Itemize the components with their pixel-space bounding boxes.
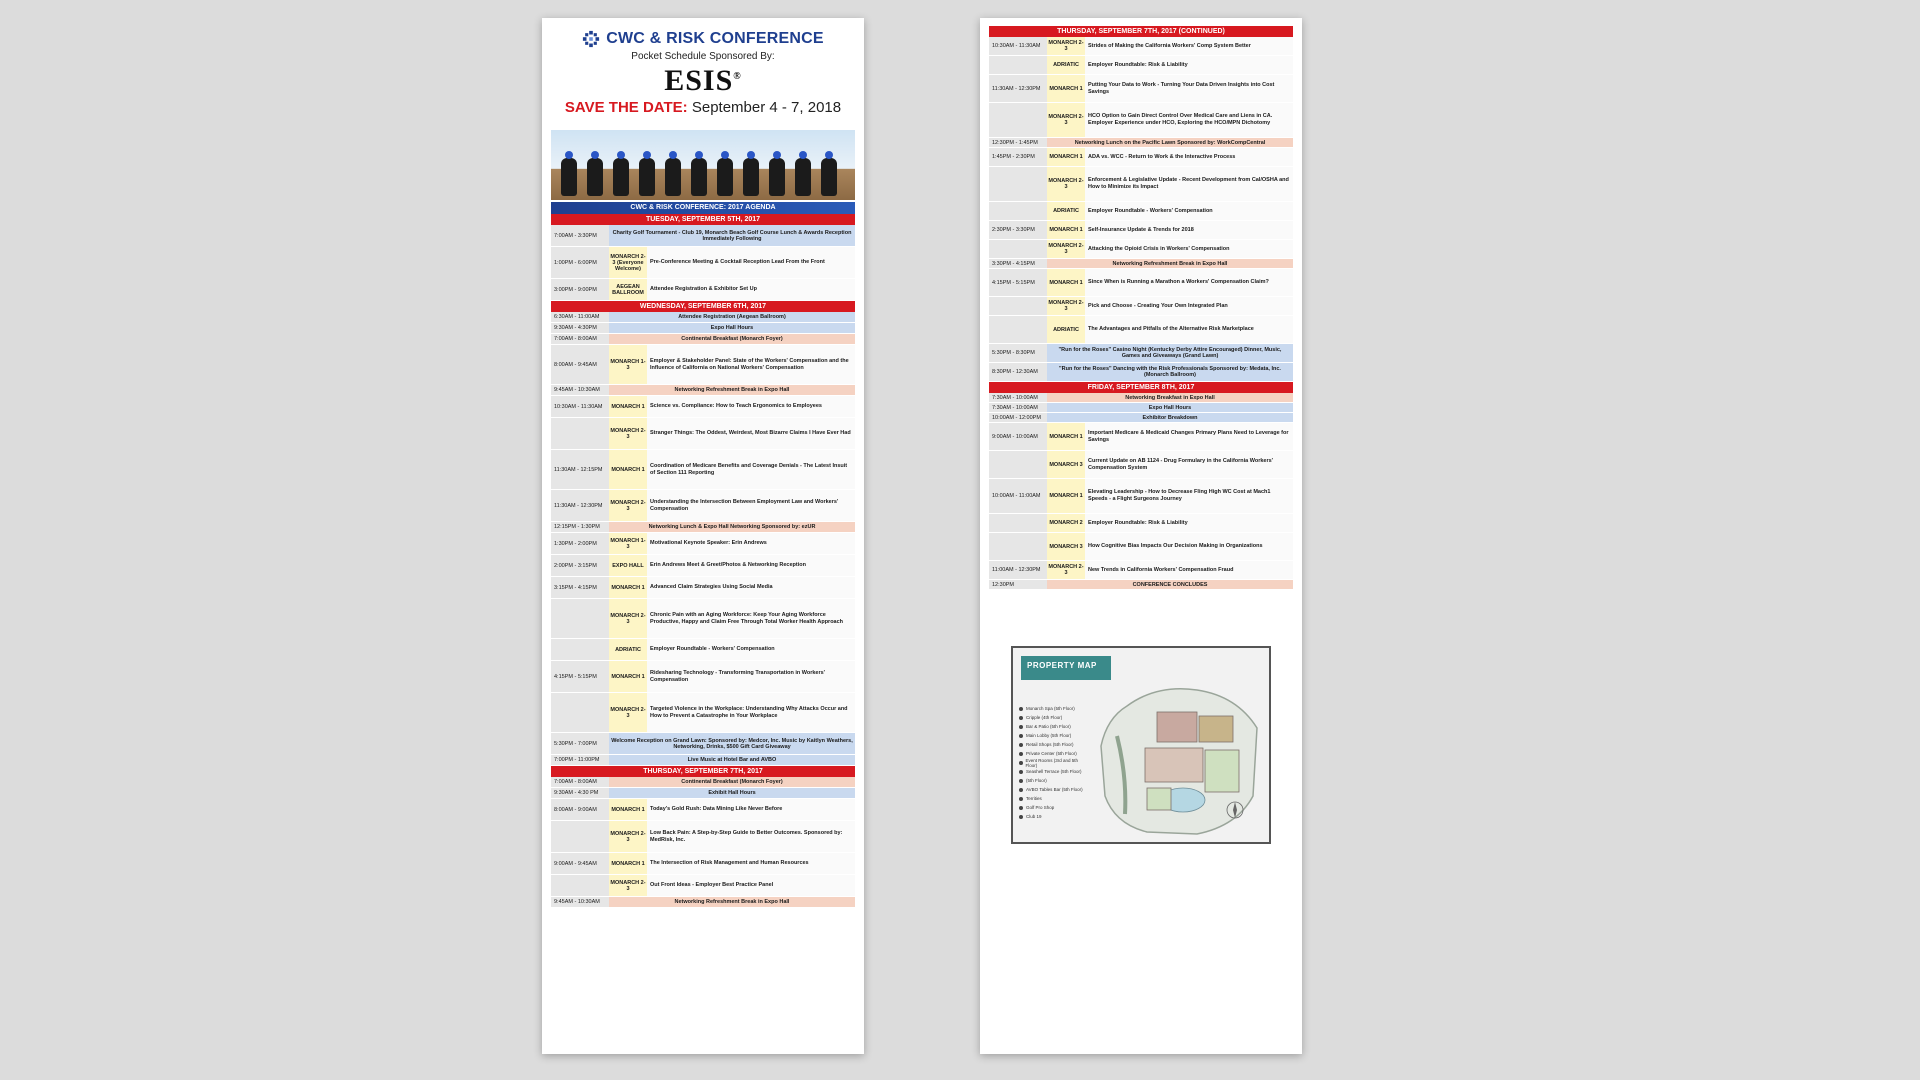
thursday-continued-rows	[989, 37, 1293, 382]
row-time: 2:00PM - 3:15PM	[551, 555, 609, 576]
row-session: Low Back Pain: A Step-by-Step Guide to Better Outcomes. Sponsored by: MedRisk, Inc.	[647, 821, 855, 852]
row-event: Expo Hall Hours	[1047, 403, 1293, 412]
row-event: Networking Refreshment Break in Expo Hall	[609, 897, 855, 907]
schedule-row	[551, 661, 855, 693]
row-time: 7:00AM - 8:00AM	[551, 777, 609, 787]
schedule-row	[989, 479, 1293, 514]
row-time: 6:30AM - 11:00AM	[551, 312, 609, 322]
row-time	[989, 202, 1047, 220]
row-session: Pre-Conference Meeting & Cocktail Reception Lead From the Front	[647, 247, 855, 278]
row-time: 1:30PM - 2:00PM	[551, 533, 609, 554]
row-room: MONARCH 1	[609, 799, 647, 820]
row-time	[989, 316, 1047, 343]
thursday-rows	[551, 777, 855, 908]
row-session: Attendee Registration & Exhibitor Set Up	[647, 279, 855, 300]
schedule-row	[989, 259, 1293, 269]
row-session: HCO Option to Gain Direct Control Over Medical Care and Liens in CA. Employer Experience under HCO, Exploring the HCO/MPN Dichotomy	[1085, 103, 1293, 137]
row-session: Today's Gold Rush: Data Mining Like Never Before	[647, 799, 855, 820]
row-time: 10:00AM - 11:00AM	[989, 479, 1047, 513]
legend-marker-icon	[1019, 806, 1023, 810]
row-session: Advanced Claim Strategies Using Social Media	[647, 577, 855, 598]
row-event: Expo Hall Hours	[609, 323, 855, 333]
row-room: MONARCH 1	[609, 450, 647, 489]
schedule-row	[551, 799, 855, 821]
map-legend-item: Territies	[1019, 794, 1083, 803]
schedule-row	[551, 345, 855, 385]
row-time: 7:00PM - 11:00PM	[551, 755, 609, 765]
row-session: Current Update on AB 1124 - Drug Formulary in the California Workers' Compensation System	[1085, 451, 1293, 478]
schedule-row	[551, 312, 855, 323]
schedule-row	[989, 75, 1293, 103]
map-legend-item: Cripple (4th Floor)	[1019, 713, 1083, 722]
schedule-row	[989, 202, 1293, 221]
legend-marker-icon	[1019, 788, 1023, 792]
row-event: Welcome Reception on Grand Lawn: Sponsored by: Medcor, Inc. Music by Kaitlyn Weathers, Networking, Drinks, $500 Gift Card Giveaway	[609, 733, 855, 754]
schedule-row	[989, 363, 1293, 382]
row-room: MONARCH 1	[1047, 479, 1085, 513]
schedule-row	[989, 316, 1293, 344]
row-time: 5:30PM - 8:30PM	[989, 344, 1047, 362]
schedule-row	[551, 555, 855, 577]
row-room: MONARCH 1	[1047, 221, 1085, 239]
row-event: Continental Breakfast (Monarch Foyer)	[609, 334, 855, 344]
schedule-row	[989, 167, 1293, 202]
legend-marker-icon	[1019, 815, 1023, 819]
row-time: 7:00AM - 3:30PM	[551, 225, 609, 246]
row-room: MONARCH 1	[609, 396, 647, 417]
row-time: 3:30PM - 4:15PM	[989, 259, 1047, 268]
row-time: 7:30AM - 10:00AM	[989, 393, 1047, 402]
row-time: 9:00AM - 9:45AM	[551, 853, 609, 874]
schedule-row	[989, 138, 1293, 148]
row-event: Networking Lunch & Expo Hall Networking Sponsored by: ezUR	[609, 522, 855, 532]
row-time	[551, 821, 609, 852]
map-legend	[1019, 704, 1083, 821]
row-room: MONARCH 1-3	[609, 345, 647, 384]
row-room: MONARCH 2-3 (Everyone Welcome)	[609, 247, 647, 278]
row-session: Ridesharing Technology - Transforming Transportation in Workers' Compensation	[647, 661, 855, 692]
row-time: 11:30AM - 12:30PM	[551, 490, 609, 521]
row-time	[989, 297, 1047, 315]
schedule-row	[551, 418, 855, 450]
row-session: Elevating Leadership - How to Decrease Fling High WC Cost at Mach1 Speeds - a Flight Surgeons Journey	[1085, 479, 1293, 513]
row-time: 12:30PM	[989, 580, 1047, 589]
schedule-row	[551, 396, 855, 418]
schedule-row	[551, 450, 855, 490]
row-time: 10:30AM - 11:30AM	[989, 37, 1047, 55]
schedule-row	[551, 853, 855, 875]
row-room: MONARCH 1	[1047, 269, 1085, 296]
row-time	[989, 514, 1047, 532]
schedule-row	[989, 344, 1293, 363]
row-session: Employer & Stakeholder Panel: State of the Workers' Compensation and the Influence of California on National Workers' Compensation	[647, 345, 855, 384]
row-time: 11:30AM - 12:30PM	[989, 75, 1047, 102]
schedule-row	[551, 639, 855, 661]
row-session: Science vs. Compliance: How to Teach Ergonomics to Employees	[647, 396, 855, 417]
map-legend-item: Bar & Patio (5th Floor)	[1019, 722, 1083, 731]
conference-title: CWC & RISK CONFERENCE	[551, 30, 855, 48]
map-legend-item: Monarch Spa (5th Floor)	[1019, 704, 1083, 713]
property-map-title: PROPERTY MAP	[1021, 656, 1111, 680]
row-time: 12:30PM - 1:45PM	[989, 138, 1047, 147]
row-session: How Cognitive Bias Impacts Our Decision Making in Organizations	[1085, 533, 1293, 560]
agenda-table-back	[989, 26, 1293, 590]
schedule-row	[551, 693, 855, 733]
row-room: MONARCH 2-3	[1047, 167, 1085, 201]
schedule-row	[989, 37, 1293, 56]
day-header-thursday-continued: THURSDAY, SEPTEMBER 7TH, 2017 (CONTINUED)	[989, 26, 1293, 37]
map-legend-item: Main Lobby (5th Floor)	[1019, 731, 1083, 740]
row-room: MONARCH 2-3	[1047, 240, 1085, 258]
row-time: 3:15PM - 4:15PM	[551, 577, 609, 598]
day-header-tuesday: TUESDAY, SEPTEMBER 5TH, 2017	[551, 214, 855, 225]
row-room: ADRIATIC	[1047, 202, 1085, 220]
row-room: MONARCH 2-3	[609, 821, 647, 852]
row-room: MONARCH 2-3	[609, 599, 647, 638]
schedule-row	[989, 561, 1293, 580]
row-event: Continental Breakfast (Monarch Foyer)	[609, 777, 855, 787]
row-time: 7:30AM - 10:00AM	[989, 403, 1047, 412]
row-time: 1:00PM - 6:00PM	[551, 247, 609, 278]
legend-marker-icon	[1019, 761, 1023, 765]
schedule-row	[989, 514, 1293, 533]
schedule-row	[989, 103, 1293, 138]
row-time: 11:30AM - 12:15PM	[551, 450, 609, 489]
map-legend-item: AVBO Tables Bar (5th Floor)	[1019, 785, 1083, 794]
legend-marker-icon	[1019, 743, 1023, 747]
row-time: 8:00AM - 9:45AM	[551, 345, 609, 384]
row-time	[989, 56, 1047, 74]
row-session: Self-Insurance Update & Trends for 2018	[1085, 221, 1293, 239]
row-time	[551, 875, 609, 896]
row-event: Networking Refreshment Break in Expo Hall	[609, 385, 855, 395]
day-header-wednesday: WEDNESDAY, SEPTEMBER 6TH, 2017	[551, 301, 855, 312]
row-event: Networking Breakfast in Expo Hall	[1047, 393, 1293, 402]
row-time: 9:30AM - 4:30PM	[551, 323, 609, 333]
row-session: Employer Roundtable - Workers' Compensation	[1085, 202, 1293, 220]
row-event: Exhibitor Breakdown	[1047, 413, 1293, 422]
row-session: Since When is Running a Marathon a Workers' Compensation Claim?	[1085, 269, 1293, 296]
schedule-header	[551, 30, 855, 116]
row-room: ADRIATIC	[1047, 316, 1085, 343]
row-time	[551, 599, 609, 638]
row-time: 10:30AM - 11:30AM	[551, 396, 609, 417]
row-room: ADRIATIC	[1047, 56, 1085, 74]
row-room: MONARCH 1	[609, 661, 647, 692]
friday-rows	[989, 393, 1293, 590]
row-room: MONARCH 3	[1047, 533, 1085, 560]
schedule-row	[551, 577, 855, 599]
schedule-row	[551, 323, 855, 334]
row-session: Out Front Ideas - Employer Best Practice Panel	[647, 875, 855, 896]
row-time	[989, 240, 1047, 258]
schedule-row	[551, 821, 855, 853]
row-session: Strides of Making the California Workers' Comp System Better	[1085, 37, 1293, 55]
schedule-row	[989, 580, 1293, 590]
row-room: MONARCH 2-3	[1047, 297, 1085, 315]
row-room: MONARCH 2-3	[1047, 561, 1085, 579]
row-session: Employer Roundtable: Risk & Liability	[1085, 56, 1293, 74]
row-time: 10:00AM - 12:00PM	[989, 413, 1047, 422]
row-time: 1:45PM - 2:30PM	[989, 148, 1047, 166]
row-room: MONARCH 2-3	[609, 875, 647, 896]
schedule-row	[989, 269, 1293, 297]
schedule-row	[989, 240, 1293, 259]
row-time	[551, 693, 609, 732]
tuesday-rows	[551, 225, 855, 301]
row-session: The Advantages and Pitfalls of the Alternative Risk Marketplace	[1085, 316, 1293, 343]
row-time	[551, 418, 609, 449]
map-legend-item: Seashell Terrace (5th Floor)	[1019, 767, 1083, 776]
row-time: 4:15PM - 5:15PM	[989, 269, 1047, 296]
row-session: Putting Your Data to Work - Turning Your Data Driven Insights into Cost Savings	[1085, 75, 1293, 102]
schedule-row	[551, 875, 855, 897]
row-session: Stranger Things: The Oddest, Weirdest, Most Bizarre Claims I Have Ever Had	[647, 418, 855, 449]
row-time	[989, 167, 1047, 201]
row-room: MONARCH 3	[1047, 451, 1085, 478]
schedule-row	[989, 56, 1293, 75]
schedule-page-back	[980, 18, 1302, 1054]
schedule-row	[551, 490, 855, 522]
schedule-row	[551, 897, 855, 908]
row-session: Enforcement & Legislative Update - Recent Development from Cal/OSHA and How to Minimize its Impact	[1085, 167, 1293, 201]
row-event: Live Music at Hotel Bar and AVBO	[609, 755, 855, 765]
schedule-row	[551, 777, 855, 788]
schedule-row	[551, 225, 855, 247]
schedule-row	[989, 423, 1293, 451]
row-room: MONARCH 2-3	[609, 693, 647, 732]
row-session: Erin Andrews Meet & Greet/Photos & Networking Reception	[647, 555, 855, 576]
row-session: New Trends in California Workers' Compensation Fraud	[1085, 561, 1293, 579]
row-event: Networking Refreshment Break in Expo Hall	[1047, 259, 1293, 268]
row-session: Important Medicare & Medicaid Changes Primary Plans Need to Leverage for Savings	[1085, 423, 1293, 450]
legend-marker-icon	[1019, 716, 1023, 720]
map-legend-item: Event Rooms (3rd and 5th Floor)	[1019, 758, 1083, 767]
day-header-thursday: THURSDAY, SEPTEMBER 7TH, 2017	[551, 766, 855, 777]
row-time: 2:30PM - 3:30PM	[989, 221, 1047, 239]
row-time: 5:30PM - 7:00PM	[551, 733, 609, 754]
legend-marker-icon	[1019, 734, 1023, 738]
row-time: 9:00AM - 10:00AM	[989, 423, 1047, 450]
row-session: Employer Roundtable - Workers' Compensation	[647, 639, 855, 660]
save-the-date: SAVE THE DATE: September 4 - 7, 2018	[564, 99, 842, 116]
row-room: MONARCH 1	[1047, 75, 1085, 102]
row-room: AEGEAN BALLROOM	[609, 279, 647, 300]
schedule-row	[989, 533, 1293, 561]
schedule-row	[989, 393, 1293, 403]
map-legend-item: Retail Shops (5th Floor)	[1019, 740, 1083, 749]
legend-marker-icon	[1019, 779, 1023, 783]
row-room: MONARCH 2-3	[609, 418, 647, 449]
row-room: ADRIATIC	[609, 639, 647, 660]
row-event: CONFERENCE CONCLUDES	[1047, 580, 1293, 589]
row-time: 9:45AM - 10:30AM	[551, 385, 609, 395]
legend-marker-icon	[1019, 770, 1023, 774]
schedule-row	[551, 599, 855, 639]
row-session: Attacking the Opioid Crisis in Workers' Compensation	[1085, 240, 1293, 258]
agenda-table-front	[551, 202, 855, 908]
row-time: 7:00AM - 8:00AM	[551, 334, 609, 344]
row-time: 9:30AM - 4:30 PM	[551, 788, 609, 798]
row-time	[989, 451, 1047, 478]
row-room: MONARCH 1	[609, 853, 647, 874]
row-time: 4:15PM - 5:15PM	[551, 661, 609, 692]
schedule-row	[551, 755, 855, 766]
sponsor-logo: ESIS®	[664, 64, 742, 97]
row-session: Pick and Choose - Creating Your Own Integrated Plan	[1085, 297, 1293, 315]
row-room: MONARCH 2-3	[1047, 37, 1085, 55]
schedule-row	[551, 522, 855, 533]
row-session: Understanding the Intersection Between Employment Law and Workers' Compensation	[647, 490, 855, 521]
legend-marker-icon	[1019, 725, 1023, 729]
schedule-row	[551, 247, 855, 279]
row-room: MONARCH 1	[609, 577, 647, 598]
schedule-row	[551, 788, 855, 799]
row-time: 12:15PM - 1:30PM	[551, 522, 609, 532]
map-legend-item: Club 19	[1019, 812, 1083, 821]
schedule-row	[551, 334, 855, 345]
conference-logo-icon	[582, 30, 600, 48]
row-session: Coordination of Medicare Benefits and Coverage Denials - The Latest Insuit of Section 111 Reporting	[647, 450, 855, 489]
schedule-row	[989, 148, 1293, 167]
row-time: 11:00AM - 12:30PM	[989, 561, 1047, 579]
row-room: EXPO HALL	[609, 555, 647, 576]
schedule-page-front	[542, 18, 864, 1054]
map-legend-item: Golf Pro Shop	[1019, 803, 1083, 812]
sponsor-line: Pocket Schedule Sponsored By:	[631, 51, 775, 62]
schedule-row	[551, 385, 855, 396]
row-time: 9:45AM - 10:30AM	[551, 897, 609, 907]
row-room: MONARCH 1	[1047, 148, 1085, 166]
row-room: MONARCH 2	[1047, 514, 1085, 532]
row-room: MONARCH 1	[1047, 423, 1085, 450]
row-time	[989, 103, 1047, 137]
row-session: Chronic Pain with an Aging Workforce: Keep Your Aging Workforce Productive, Happy and Claim Free Through Total Worker Health Approach	[647, 599, 855, 638]
map-legend-item: (5th Floor)	[1019, 776, 1083, 785]
row-time: 8:00AM - 9:00AM	[551, 799, 609, 820]
schedule-row	[989, 297, 1293, 316]
agenda-title-bar: CWC & RISK CONFERENCE: 2017 AGENDA	[551, 202, 855, 214]
row-event: Attendee Registration (Aegean Ballroom)	[609, 312, 855, 322]
row-room: MONARCH 2-3	[609, 490, 647, 521]
map-legend-item: Private Center (5th Floor)	[1019, 749, 1083, 758]
schedule-row	[989, 403, 1293, 413]
wednesday-rows	[551, 312, 855, 766]
row-event: Charity Golf Tournament - Club 19, Monarch Beach Golf Course Lunch & Awards Reception Immediately Following	[609, 225, 855, 246]
row-room: MONARCH 1-3	[609, 533, 647, 554]
resort-site-plan	[1087, 676, 1265, 840]
property-map	[1011, 646, 1271, 844]
day-header-friday: FRIDAY, SEPTEMBER 8TH, 2017	[989, 382, 1293, 393]
row-time	[551, 639, 609, 660]
row-event: "Run for the Roses" Dancing with the Risk Professionals Sponsored by: Medata, Inc. (Monarch Ballroom)	[1047, 363, 1293, 381]
legend-marker-icon	[1019, 797, 1023, 801]
row-session: Employer Roundtable: Risk & Liability	[1085, 514, 1293, 532]
schedule-row	[551, 733, 855, 755]
row-room: MONARCH 2-3	[1047, 103, 1085, 137]
schedule-row	[551, 533, 855, 555]
row-time: 8:30PM - 12:30AM	[989, 363, 1047, 381]
row-time: 3:00PM - 9:00PM	[551, 279, 609, 300]
legend-marker-icon	[1019, 752, 1023, 756]
row-session: Motivational Keynote Speaker: Erin Andrews	[647, 533, 855, 554]
row-session: ADA vs. WCC - Return to Work & the Interactive Process	[1085, 148, 1293, 166]
row-event: Exhibit Hall Hours	[609, 788, 855, 798]
row-session: The Intersection of Risk Management and Human Resources	[647, 853, 855, 874]
row-time	[989, 533, 1047, 560]
row-session: Targeted Violence in the Workplace: Understanding Why Attacks Occur and How to Prevent a Catastrophe in Your Workplace	[647, 693, 855, 732]
schedule-row	[551, 279, 855, 301]
schedule-row	[989, 451, 1293, 479]
legend-marker-icon	[1019, 707, 1023, 711]
schedule-row	[989, 221, 1293, 240]
schedule-row	[989, 413, 1293, 423]
horse-race-photo	[551, 130, 855, 200]
row-event: Networking Lunch on the Pacific Lawn Sponsored by: WorkCompCentral	[1047, 138, 1293, 147]
row-event: "Run for the Roses" Casino Night (Kentucky Derby Attire Encouraged) Dinner, Music, Games and Giveaways (Grand Lawn)	[1047, 344, 1293, 362]
